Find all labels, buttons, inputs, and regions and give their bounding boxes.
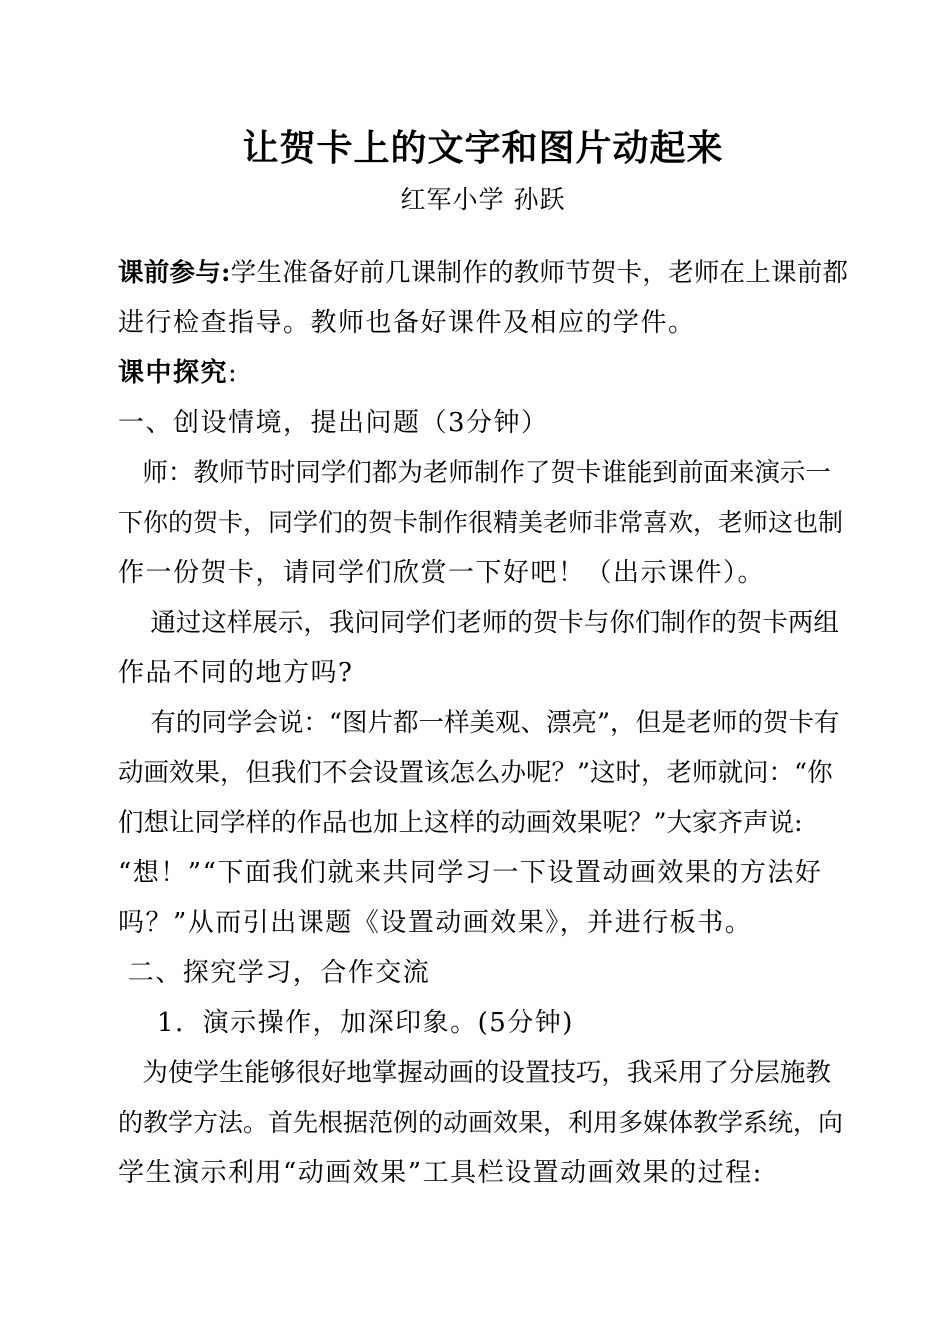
paragraph-line: 吗？”从而引出课题《设置动画效果》，并进行板书。 (118, 908, 753, 938)
paragraph-line: 们想让同学样的作品也加上这样的动画效果呢？”大家齐声说: (118, 808, 803, 838)
document-title: 让贺卡上的文字和图片动起来 (242, 127, 724, 169)
line-text: 学生准备好前几课制作的教师节贺卡，老师在上课前都 (230, 258, 848, 288)
paragraph-line: 师：教师节时同学们都为老师制作了贺卡谁能到前面来演示一 (118, 458, 831, 488)
paragraph-line: 有的同学会说：“图片都一样美观、漂亮”，但是老师的贺卡有 (118, 708, 840, 738)
paragraph-line: 作一份贺卡，请同学们欣赏一下好吧！（出示课件）。 (118, 558, 766, 588)
paragraph-line: 进行检查指导。教师也备好课件及相应的学件。 (118, 308, 696, 338)
paragraph-line: 为使学生能够很好地掌握动画的设置技巧，我采用了分层施教 (118, 1058, 831, 1088)
paragraph-line: “想！”“下面我们就来共同学习一下设置动画效果的方法好 (118, 858, 823, 888)
document-author: 红军小学 孙跃 (400, 185, 566, 214)
paragraph-line: 学生演示利用“动画效果”工具栏设置动画效果的过程: (118, 1158, 763, 1188)
paragraph-line: 通过这样展示，我问同学们老师的贺卡与你们制作的贺卡两组 (118, 608, 839, 638)
paragraph-line: 下你的贺卡，同学们的贺卡制作很精美老师非常喜欢，老师这也制 (118, 508, 844, 537)
paragraph-line: 作品不同的地方吗? (118, 658, 354, 688)
line-text: : (228, 358, 239, 388)
heading-line: 一、创设情境，提出问题（3分钟） (118, 408, 549, 438)
heading-line: 二、探究学习，合作交流 (118, 958, 431, 988)
section-label: 课前参与: (118, 258, 231, 288)
subheading-line: 1．演示操作，加深印象。(5分钟) (118, 1008, 574, 1038)
paragraph-line (118, 256, 848, 290)
paragraph-line (118, 356, 848, 390)
paragraph-line: 动画效果，但我们不会设置该怎么办呢？”这时，老师就问：“你 (118, 758, 833, 788)
paragraph-line: 的教学方法。首先根据范例的动画效果，利用多媒体教学系统，向 (118, 1108, 844, 1137)
section-label: 课中探究 (118, 358, 229, 388)
